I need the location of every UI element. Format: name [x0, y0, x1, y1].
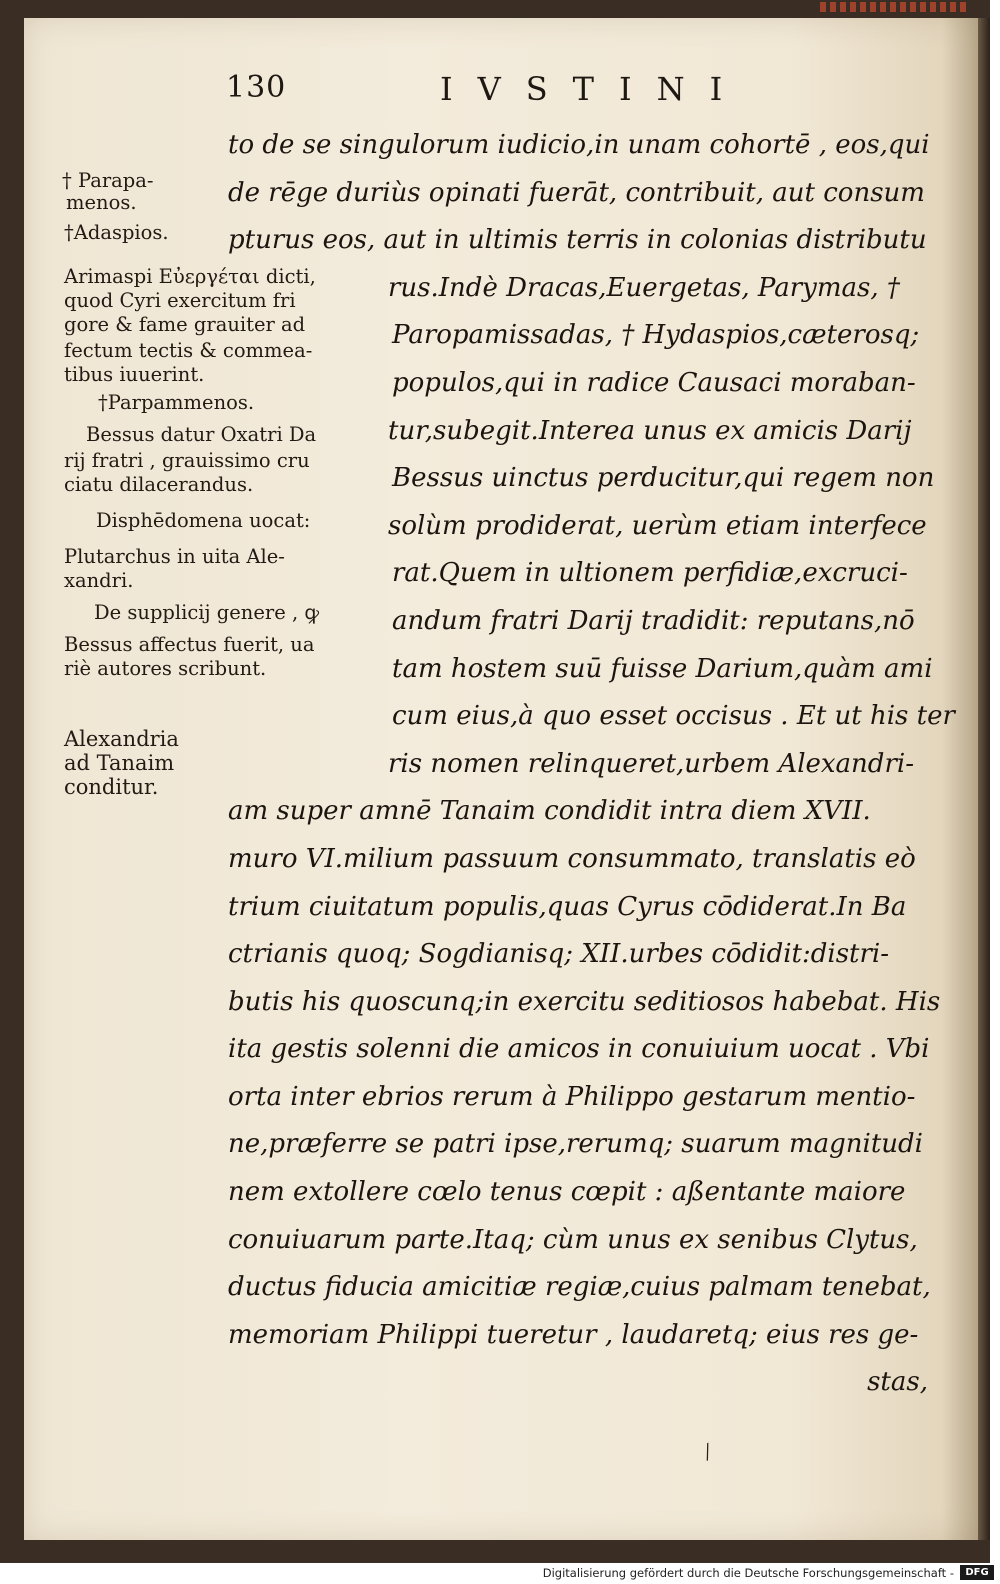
text-line: tam hostem suū fuisse Darium,quàm ami — [392, 653, 933, 684]
digitization-footer — [0, 1563, 1000, 1584]
margin-note: conditur. — [64, 775, 159, 799]
margin-note: Bessus datur Oxatri Da — [86, 423, 317, 446]
margin-note: tibus iuuerint. — [64, 363, 205, 386]
dfg-logo: DFG — [960, 1565, 994, 1580]
text-line: Bessus uinctus perducitur,qui regem non — [392, 463, 935, 494]
text-line: rat.Quem in ultionem perfidiæ,excruci- — [392, 558, 908, 589]
text-line: stas, — [867, 1367, 928, 1398]
text-line: ctrianis quoq; Sogdianisq; XII.urbes cōdidit:distri- — [228, 939, 890, 970]
margin-note: gore & fame grauiter ad — [64, 313, 306, 336]
running-title: IVSTINI — [440, 70, 748, 108]
text-line: cum eius,à quo esset occisus . Et ut his ter — [392, 701, 955, 732]
text-line: pturus eos, aut in ultimis terris in colonias distributu — [228, 225, 927, 256]
margin-note: †Adaspios. — [64, 221, 169, 244]
text-line: orta inter ebrios rerum à Philippo gestarum mentio- — [228, 1081, 916, 1112]
main-text-block — [228, 122, 955, 1407]
margin-note: Bessus affectus fuerit, ua — [64, 633, 315, 656]
funding-credit: Digitalisierung gefördert durch die Deutsche Forschungsgemeinschaft - — [542, 1566, 954, 1580]
page-number: 130 — [226, 70, 287, 105]
text-line: muro VI.milium passuum consummato, translatis eò — [228, 843, 916, 874]
text-line: andum fratri Darij tradidit: reputans,nō — [392, 605, 915, 636]
margin-note: Arimaspi Εὐεργέται dicti, — [64, 265, 316, 288]
text-line: tur,subegit.Interea unus ex amicis Darij — [388, 415, 912, 446]
margin-note: De supplicij genere , ꝙ — [94, 601, 320, 624]
margin-note: xandri. — [64, 569, 134, 592]
text-line: rus.Indè Dracas,Euergetas, Parymas, † — [388, 272, 900, 303]
margin-note: riè autores scribunt. — [64, 657, 267, 680]
margin-note: ad Tanaim — [64, 751, 175, 775]
text-line: trium ciuitatum populis,quas Cyrus cōdiderat.In Ba — [228, 891, 907, 922]
margin-note: Disphēdomena uocat: — [96, 509, 311, 532]
margin-note: quod Cyri exercitum fri — [64, 289, 296, 312]
ink-mark: ⁄ — [700, 1440, 716, 1464]
text-line: am super amnē Tanaim condidit intra diem XVII. — [228, 796, 871, 827]
text-line: conuiuarum parte.Itaq; cùm unus ex senibus Clytus, — [228, 1224, 918, 1255]
text-line: ductus fiducia amicitiæ regiæ,cuius palmam tenebat, — [228, 1272, 931, 1303]
margin-note: † Parapa- — [62, 169, 154, 192]
text-line: ris nomen relinqueret,urbem Alexandri- — [388, 748, 914, 779]
text-line: butis his quoscunq;in exercitu seditiosos habebat. His — [228, 986, 941, 1017]
text-line: ita gestis solenni die amicos in conuiuium uocat . Vbi — [228, 1034, 930, 1065]
margin-note: ciatu dilacerandus. — [64, 473, 254, 496]
book-edge-detail — [820, 2, 970, 12]
text-line: populos,qui in radice Causaci moraban- — [392, 367, 916, 398]
text-line: memoriam Philippi tueretur , laudaretq; eius res ge- — [228, 1319, 919, 1350]
text-line: Paropamissadas, † Hydaspios,cæterosq; — [392, 320, 920, 351]
margin-note: menos. — [66, 191, 137, 214]
text-line: de rēge duriùs opinati fuerāt, contribuit, aut consum — [228, 177, 925, 208]
margin-note: †Parpammenos. — [98, 391, 255, 414]
text-line: solùm prodiderat, uerùm etiam interfece — [388, 510, 927, 541]
text-line: to de se singulorum iudicio,in unam cohortē , eos,qui — [228, 130, 930, 160]
margin-note: Plutarchus in uita Ale- — [64, 545, 285, 568]
margin-note: rij fratri , grauissimo cru — [64, 449, 310, 472]
margin-note: fectum tectis & commea- — [64, 339, 313, 362]
text-line: ne,præferre se patri ipse,rerumq; suarum magnitudi — [228, 1129, 923, 1160]
page-edge-shadow — [978, 18, 990, 1540]
text-line: nem extollere cœlo tenus cœpit : aßentante maiore — [228, 1177, 906, 1208]
margin-note: Alexandria — [64, 727, 179, 751]
